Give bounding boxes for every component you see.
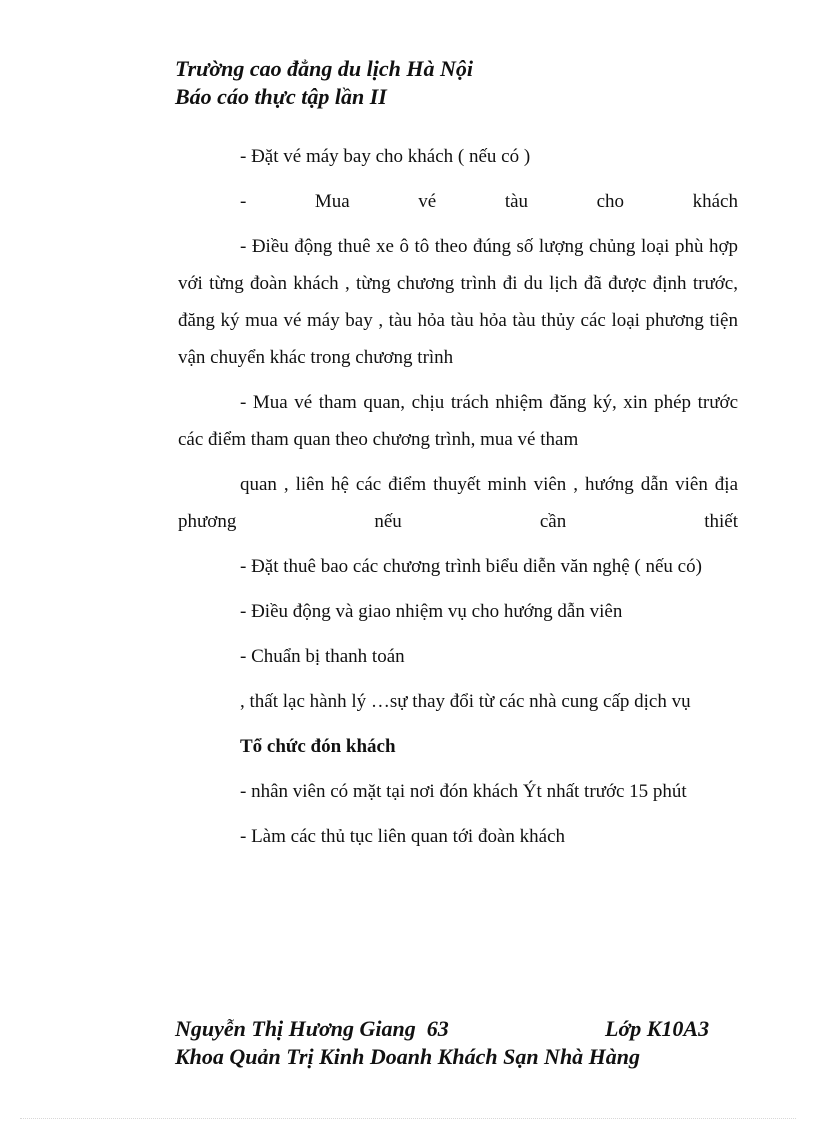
section-heading: Tổ chức đón khách — [240, 736, 396, 757]
paragraph-3: - Điều động thuê xe ô tô theo đúng số lượng chủng loại phù hợp với từng đoàn khách , từng chương trình đi du lịch đã được định trước, đăng ký mua vé máy bay , tàu hỏa tàu hỏa tàu thủy các loại phương tiện vận chuyển khác trong chương trình — [178, 236, 738, 368]
page-header — [175, 55, 473, 111]
paragraph-9: , thất lạc hành lý …sự thay đổi từ các nhà cung cấp dịch vụ — [240, 691, 691, 712]
paragraph-6: - Đặt thuê bao các chương trình biểu diễn văn nghệ ( nếu có) — [240, 556, 702, 577]
page-footer — [175, 1015, 735, 1071]
document-body — [178, 138, 738, 863]
paragraph-1: - Đặt vé máy bay cho khách ( nếu có ) — [240, 146, 531, 167]
author-name: Nguyễn Thị Hương Giang — [175, 1016, 416, 1041]
paragraph-2: - Mua vé tàu cho khách — [240, 191, 738, 212]
page-bottom-divider — [20, 1118, 796, 1119]
paragraph-8: - Chuẩn bị thanh toán — [240, 646, 405, 667]
paragraph-7: - Điều động và giao nhiệm vụ cho hướng dẫn viên — [240, 601, 623, 622]
paragraph-12: - Làm các thủ tục liên quan tới đoàn khách — [240, 826, 566, 847]
paragraph-5: quan , liên hệ các điểm thuyết minh viên , hướng dẫn viên địa phương nếu cần thiết — [178, 474, 738, 532]
footer-row-1 — [175, 1015, 735, 1043]
faculty-name: Khoa Quản Trị Kinh Doanh Khách Sạn Nhà Hàng — [175, 1044, 641, 1069]
paragraph-4: - Mua vé tham quan, chịu trách nhiệm đăng ký, xin phép trước các điểm tham quan theo chương trình, mua vé tham — [178, 392, 738, 450]
footer-author-line — [175, 1015, 605, 1043]
class-name: Lớp K10A3 — [605, 1016, 710, 1041]
school-name: Trường cao đẳng du lịch Hà Nội — [175, 56, 473, 81]
page-number: 63 — [426, 1016, 449, 1041]
report-title: Báo cáo thực tập lần II — [175, 84, 387, 109]
paragraph-11: - nhân viên có mặt tại nơi đón khách Ýt nhất trước 15 phút — [240, 781, 687, 802]
